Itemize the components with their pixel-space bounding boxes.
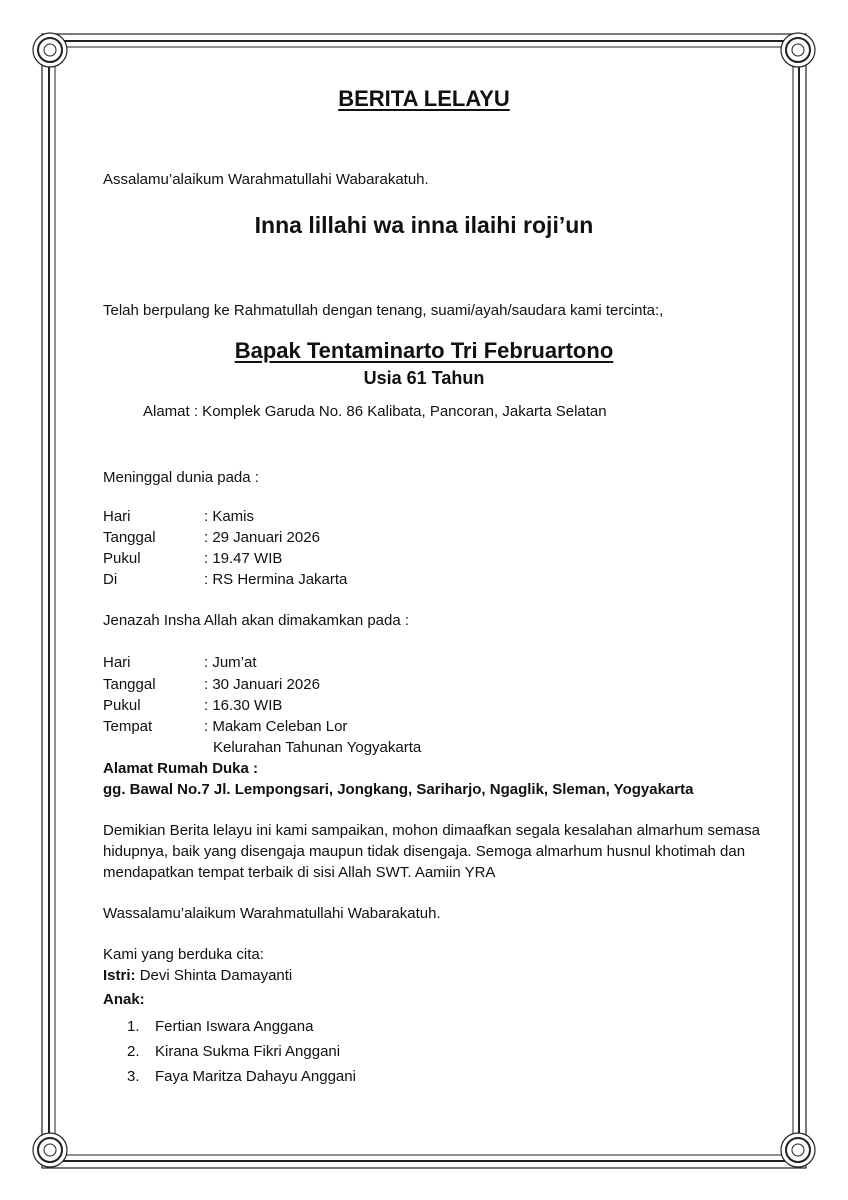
wife-label: Istri: (103, 967, 136, 984)
deceased-address: Alamat : Komplek Garuda No. 86 Kalibata, Pancoran, Jakarta Selatan (143, 403, 607, 420)
row-value: : Jum’at (204, 654, 257, 671)
row-label: Tanggal (103, 529, 156, 546)
list-number: 3. (127, 1068, 140, 1085)
burial-place-line2: Kelurahan Tahunan Yogyakarta (213, 739, 422, 756)
opening-greeting: Assalamu’alaikum Warahmatullahi Wabarakatuh. (103, 171, 429, 188)
child-name: Fertian Iswara Anggana (155, 1018, 314, 1035)
row-value: : 30 Januari 2026 (204, 676, 320, 693)
list-item (127, 1068, 356, 1085)
burial-row-date (103, 676, 320, 693)
row-value: : Makam Celeban Lor (204, 718, 348, 735)
row-value: : RS Hermina Jakarta (204, 571, 348, 588)
burial-row-place (103, 718, 347, 735)
death-row-day (103, 508, 254, 525)
list-item (127, 1018, 313, 1035)
death-row-place (103, 571, 347, 588)
list-item (127, 1043, 340, 1060)
corner-ornament-tr (781, 33, 815, 67)
death-row-time (103, 550, 282, 567)
corner-ornament-tl (33, 33, 67, 67)
row-value: : 19.47 WIB (204, 550, 283, 567)
family-heading: Kami yang berduka cita: (103, 946, 264, 963)
document-title: BERITA LELAYU (338, 86, 510, 111)
row-value: : 16.30 WIB (204, 697, 283, 714)
row-label: Di (103, 571, 118, 588)
row-label: Tanggal (103, 676, 156, 693)
death-row-date (103, 529, 320, 546)
intro-text: Telah berpulang ke Rahmatullah dengan tenang, suami/ayah/saudara kami tercinta:, (103, 302, 664, 319)
burial-row-time (103, 697, 282, 714)
closing-paragraph: Demikian Berita lelayu ini kami sampaikan, mohon dimaafkan segala kesalahan almarhum semasa hidupnya, baik yang disengaja maupun tidak disengaja. Semoga almarhum husnul khotimah dan mendapatkan tempat terbaik di sisi Allah SWT. Aamiin YRA (103, 822, 760, 881)
child-name: Faya Maritza Dahayu Anggani (155, 1068, 356, 1085)
funeral-home-label: Alamat Rumah Duka : (103, 760, 259, 777)
death-heading: Meninggal dunia pada : (103, 469, 259, 486)
row-label: Hari (103, 654, 131, 671)
list-number: 2. (127, 1043, 140, 1060)
burial-row-day (103, 654, 257, 671)
row-label: Pukul (103, 550, 141, 567)
row-value: : 29 Januari 2026 (204, 529, 320, 546)
row-label: Pukul (103, 697, 141, 714)
list-number: 1. (127, 1018, 140, 1035)
inna-lillahi-heading: Inna lillahi wa inna ilaihi roji’un (254, 212, 594, 238)
wife-line (103, 967, 292, 984)
burial-heading: Jenazah Insha Allah akan dimakamkan pada : (103, 612, 410, 629)
funeral-home-address: gg. Bawal No.7 Jl. Lempongsari, Jongkang, Sariharjo, Ngaglik, Sleman, Yogyakarta (103, 781, 694, 798)
row-label: Hari (103, 508, 131, 525)
deceased-name: Bapak Tentaminarto Tri Februartono (234, 338, 614, 363)
wife-name: Devi Shinta Damayanti (139, 967, 293, 984)
children-label: Anak: (103, 991, 145, 1008)
row-label: Tempat (103, 718, 153, 735)
child-name: Kirana Sukma Fikri Anggani (155, 1043, 341, 1060)
closing-greeting: Wassalamu’alaikum Warahmatullahi Wabarakatuh. (103, 905, 441, 922)
corner-ornament-bl (33, 1133, 67, 1167)
deceased-age: Usia 61 Tahun (363, 368, 485, 388)
row-value: : Kamis (204, 508, 255, 525)
corner-ornament-br (781, 1133, 815, 1167)
